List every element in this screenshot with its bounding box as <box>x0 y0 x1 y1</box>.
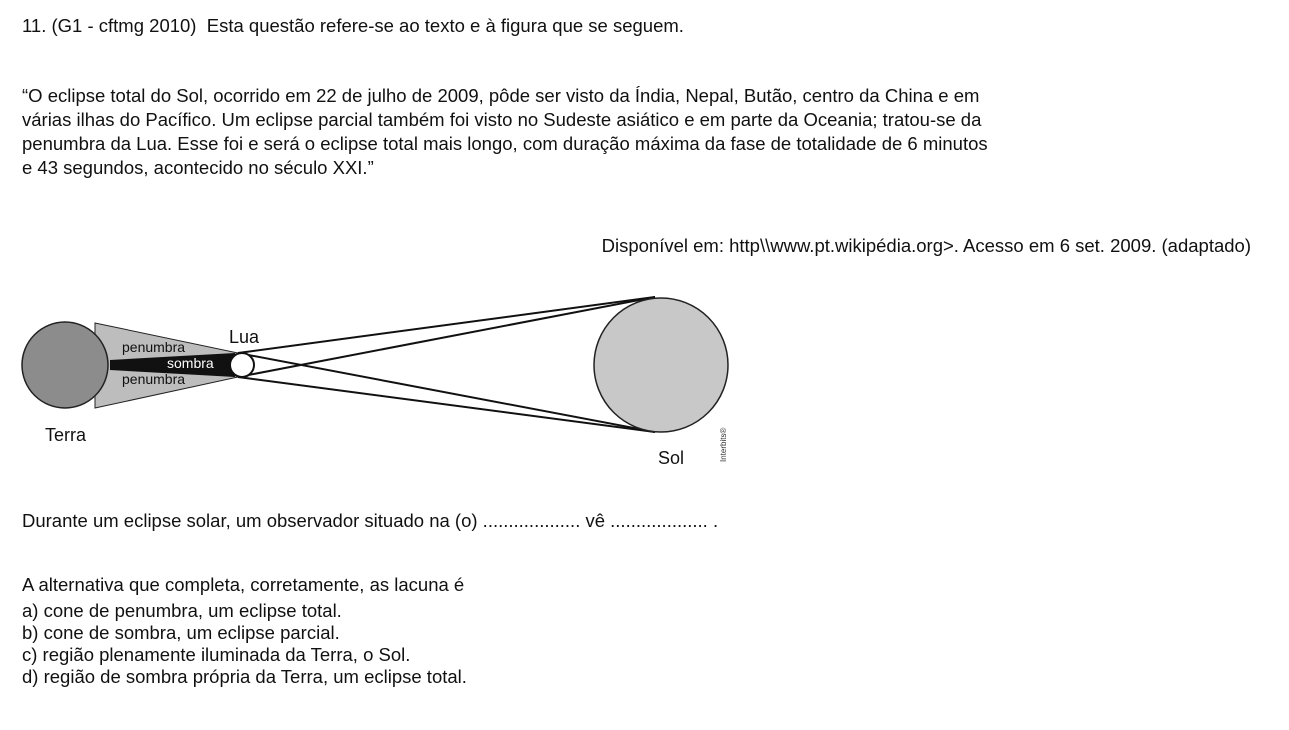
question-instruction: A alternativa que completa, corretamente, as lacuna é <box>22 574 465 595</box>
eclipse-diagram <box>0 280 800 480</box>
ray-line <box>238 297 655 353</box>
quote-line: e 43 segundos, acontecido no século XXI.” <box>22 157 374 178</box>
umbra-label: sombra <box>167 355 214 371</box>
credit-label: Interbits® <box>719 427 728 462</box>
option-b[interactable]: b) cone de sombra, um eclipse parcial. <box>22 622 340 643</box>
option-d[interactable]: d) região de sombra própria da Terra, um eclipse total. <box>22 666 467 687</box>
penumbra-label-bottom: penumbra <box>122 371 186 387</box>
source-citation: Disponível em: http\\www.pt.wikipédia.org>. Acesso em 6 set. 2009. (adaptado) <box>601 235 1251 256</box>
option-c[interactable]: c) região plenamente iluminada da Terra, o Sol. <box>22 644 411 665</box>
earth-label: Terra <box>45 425 87 445</box>
question-number: 11 <box>22 15 42 36</box>
quote-line: “O eclipse total do Sol, ocorrido em 22 de julho de 2009, pôde ser visto da Índia, Nepal, Butão, centro da China e em <box>22 85 980 106</box>
earth-circle <box>22 322 108 408</box>
quote-line: penumbra da Lua. Esse foi e será o eclipse total mais longo, com duração máxima da fase de totalidade de 6 minutos <box>22 133 988 154</box>
sun-circle <box>594 298 728 432</box>
moon-circle <box>230 353 254 377</box>
moon-label: Lua <box>229 327 260 347</box>
question-intro: Esta questão refere-se ao texto e à figura que se seguem. <box>206 15 684 36</box>
ray-line <box>238 377 655 432</box>
question-source-tag: (G1 - cftmg 2010) <box>51 15 197 36</box>
option-a[interactable]: a) cone de penumbra, um eclipse total. <box>22 600 342 621</box>
penumbra-label-top: penumbra <box>122 339 186 355</box>
sun-label: Sol <box>658 448 685 468</box>
quote-line: várias ilhas do Pacífico. Um eclipse parcial também foi visto no Sudeste asiático e em parte da Oceania; tratou-se da <box>22 109 982 130</box>
quoted-text <box>22 84 1262 180</box>
question-header: 11. (G1 - cftmg 2010) Esta questão refere-se ao texto e à figura que se seguem. <box>22 15 684 36</box>
question-prompt: Durante um eclipse solar, um observador situado na (o) ................... vê ................... . <box>22 510 719 531</box>
ray-line <box>238 297 655 377</box>
